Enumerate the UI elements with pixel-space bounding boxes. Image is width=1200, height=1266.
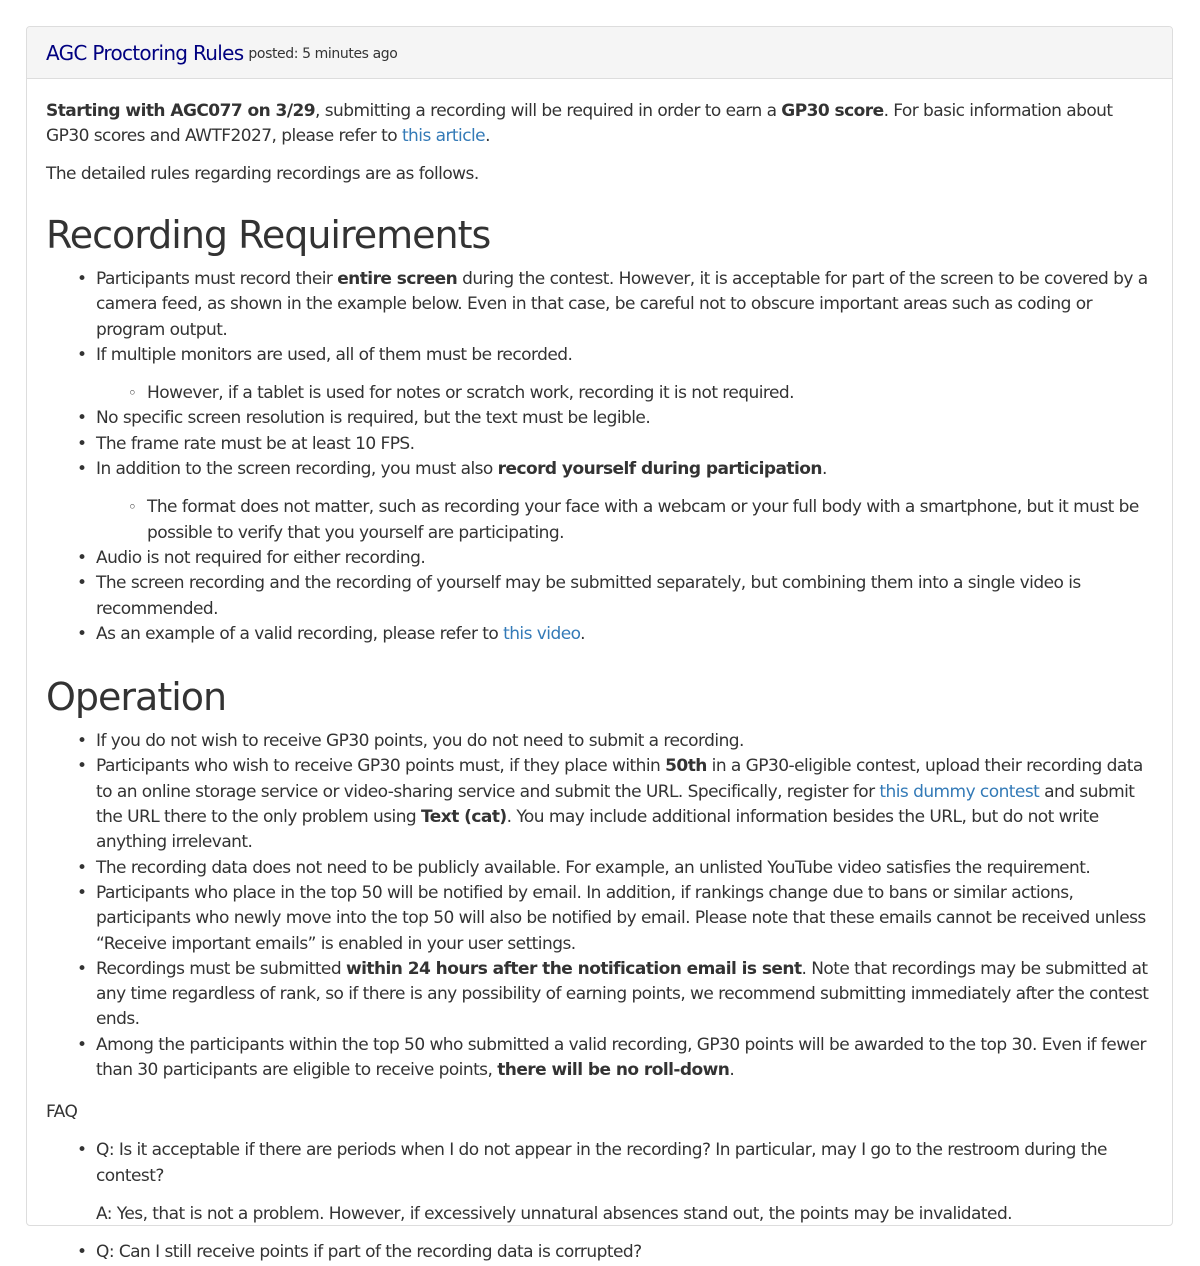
list-item: • In addition to the screen recording, you must also record yourself during participation. ◦ The format does not matter, such as recording your face with a webcam or your full body with a smartphone, but it must be possible to verify that you yourself are participating. bbox=[96, 457, 1153, 546]
list-item: • If you do not wish to receive GP30 points, you do not need to submit a recording. bbox=[96, 729, 1153, 754]
list-item: • No specific screen resolution is required, but the text must be legible. bbox=[96, 406, 1153, 431]
faq-question: • Q: Can I still receive points if part of the recording data is corrupted? bbox=[96, 1242, 642, 1263]
faq-answer: A: Yes, that is not a problem. However, if excessively unnatural absences stand out, the points may be invalidated. bbox=[96, 1203, 1013, 1224]
sublist-item: ◦ The format does not matter, such as recording your face with a webcam or your full body with a smartphone, but it must be possible to verify that you yourself are participating. bbox=[147, 495, 1153, 546]
post-body bbox=[27, 79, 1172, 1266]
faq-item bbox=[96, 1240, 1153, 1265]
intro-bold-gp30: GP30 score bbox=[781, 101, 884, 121]
recording-requirements-list bbox=[46, 267, 1153, 647]
sublist-wrap bbox=[96, 482, 1153, 546]
faq-list bbox=[46, 1138, 1153, 1265]
list-item: • Participants who wish to receive GP30 points must, if they place within 50th in a GP30-eligible contest, upload their recording data to an online storage service or video-sharing service and submit the URL. Specifically, register for this dummy contest and submit the URL there to the only problem using Text (cat). You may include additional information besides the URL, but do not write anything irrelevant. bbox=[96, 754, 1153, 855]
list-item: • The recording data does not need to be publicly available. For example, an unlisted YouTube video satisfies the requirement. bbox=[96, 856, 1153, 881]
intro-detail: The detailed rules regarding recordings are as follows. bbox=[46, 164, 479, 184]
faq-item bbox=[96, 1138, 1153, 1227]
list-item: • Audio is not required for either recording. bbox=[96, 546, 1153, 571]
faq-question: • Q: Is it acceptable if there are periods when I do not appear in the recording? In particular, may I go to the restroom during the contest? bbox=[96, 1140, 1107, 1186]
operation-list bbox=[46, 729, 1153, 1083]
article-link[interactable]: this article bbox=[401, 126, 486, 146]
list-item: • Among the participants within the top 50 who submitted a valid recording, GP30 points will be awarded to the top 30. Even if fewer than 30 participants are eligible to receive points, there will be no roll-down. bbox=[96, 1033, 1153, 1084]
intro-paragraph: Starting with AGC077 on 3/29, submitting a recording will be required in order to earn a GP30 score. For basic information about GP30 scores and AWTF2027, please refer to this article. bbox=[46, 101, 1113, 146]
sublist bbox=[96, 495, 1153, 546]
post-header bbox=[27, 27, 1172, 79]
list-item: • If multiple monitors are used, all of them must be recorded. ◦ However, if a tablet is used for notes or scratch work, recording it is not required. bbox=[96, 343, 1153, 407]
operation-heading: Operation bbox=[46, 675, 227, 720]
list-item: • Recordings must be submitted within 24 hours after the notification email is sent. Note that recordings may be submitted at any time regardless of rank, so if there is any possibility of earning points, we recommend submitting immediately after the contest ends. bbox=[96, 957, 1153, 1033]
list-item: • As an example of a valid recording, please refer to this video. bbox=[96, 622, 1153, 647]
post-meta: posted: 5 minutes ago bbox=[248, 46, 398, 62]
list-item: • Participants must record their entire screen during the contest. However, it is acceptable for part of the screen to be covered by a camera feed, as shown in the example below. Even in that case, be careful not to obscure important areas such as coding or program output. bbox=[96, 267, 1153, 343]
sublist-item: ◦ However, if a tablet is used for notes or scratch work, recording it is not required. bbox=[147, 381, 1153, 406]
intro-bold-start: Starting with AGC077 on 3/29 bbox=[46, 101, 316, 121]
list-item: • Participants who place in the top 50 will be notified by email. In addition, if rankings change due to bans or similar actions, participants who newly move into the top 50 will also be notified by email. Please note that these emails cannot be received unless “Receive important emails” is enabled in your user settings. bbox=[96, 881, 1153, 957]
sublist-wrap bbox=[96, 368, 1153, 406]
faq-label: FAQ bbox=[46, 1102, 78, 1123]
recording-requirements-heading: Recording Requirements bbox=[46, 213, 491, 257]
sublist bbox=[96, 381, 1153, 406]
example-video-link[interactable]: this video bbox=[503, 623, 581, 644]
post-panel bbox=[26, 26, 1173, 1263]
dummy-contest-link[interactable]: this dummy contest bbox=[879, 781, 1040, 802]
post-title-link[interactable]: AGC Proctoring Rules bbox=[46, 40, 244, 65]
list-item: • The screen recording and the recording of yourself may be submitted separately, but combining them into a single video is recommended. bbox=[96, 571, 1153, 622]
list-item: • The frame rate must be at least 10 FPS. bbox=[96, 432, 1153, 457]
